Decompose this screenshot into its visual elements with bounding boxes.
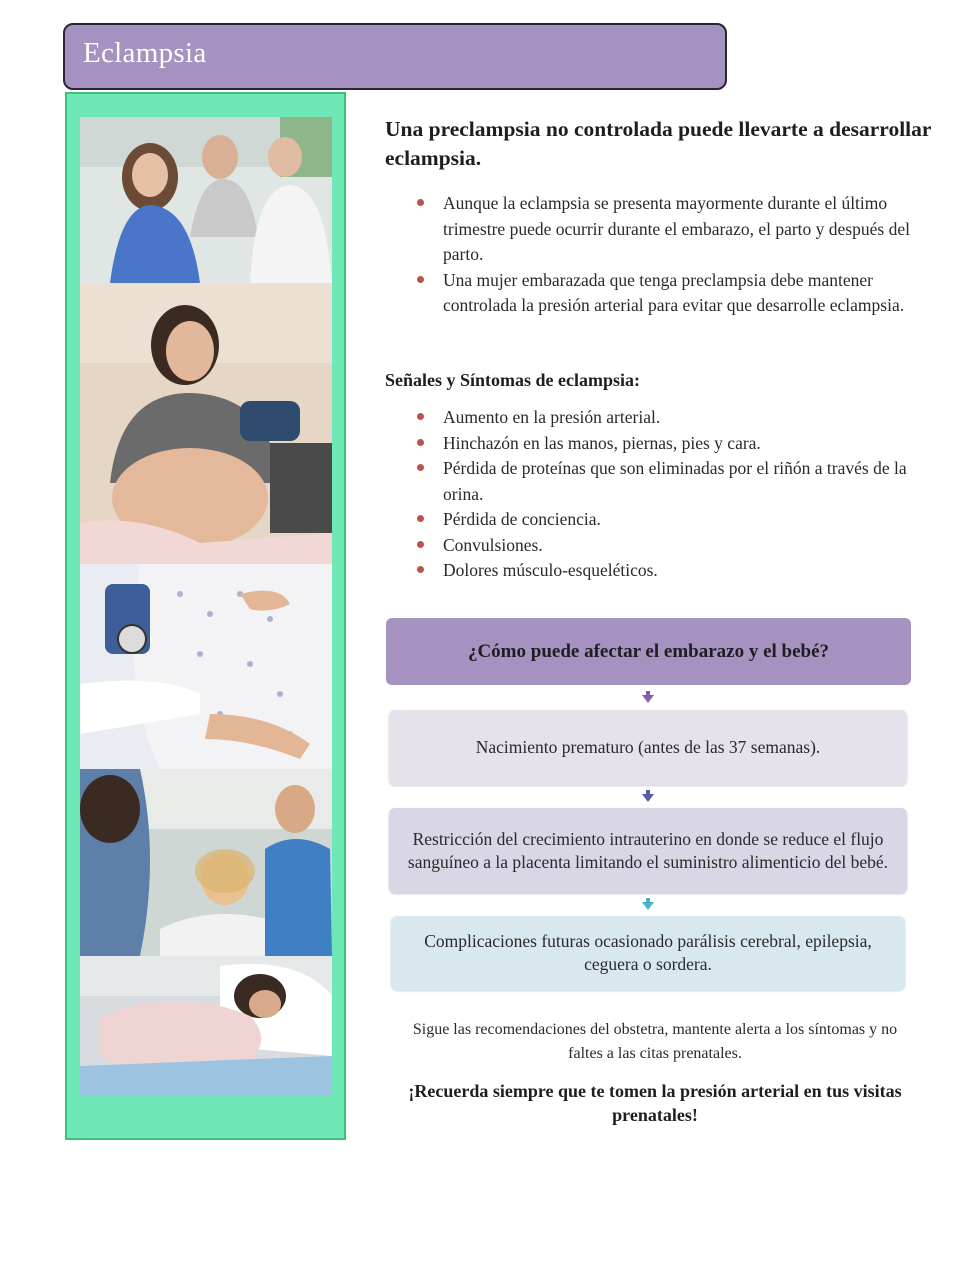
intro-bullet-list — [385, 191, 945, 319]
list-item: Pérdida de conciencia. — [385, 507, 945, 533]
photo-consultation — [80, 117, 332, 283]
list-item: Dolores músculo-esqueléticos. — [385, 558, 945, 584]
bullet-icon — [417, 276, 424, 283]
flow-step-2 — [389, 808, 907, 893]
flow-step-3-text: Complicaciones futuras ocasionado parálisis cerebral, epilepsia, ceguera o sordera. — [424, 931, 872, 974]
flow-step-2-text: Restricción del crecimiento intrauterino en donde se reduce el flujo sanguíneo a la placenta limitando el suministro alimenticio del bebé. — [407, 828, 889, 872]
flow-title-box — [386, 618, 911, 685]
page-title: Eclampsia — [83, 37, 207, 69]
bullet-icon — [417, 439, 424, 446]
list-item: Convulsiones. — [385, 533, 945, 559]
down-arrow-icon — [642, 695, 654, 703]
title-bar — [63, 23, 727, 90]
list-item: Pérdida de proteínas que son eliminadas por el riñón a través de la orina. — [385, 456, 945, 507]
down-arrow-icon — [642, 902, 654, 910]
flow-step-1-text: Nacimiento prematuro (antes de las 37 semanas). — [475, 737, 821, 757]
bullet-icon — [417, 566, 424, 573]
list-item: Aumento en la presión arterial. — [385, 405, 945, 431]
flow-step-1 — [389, 710, 907, 785]
bullet-icon — [417, 413, 424, 420]
list-item: Aunque la eclampsia se presenta mayormente durante el último trimestre puede ocurrir durante el embarazo, el parto y después del parto. — [385, 191, 945, 268]
symptoms-heading: Señales y Síntomas de eclampsia: — [385, 370, 641, 390]
down-arrow-icon — [642, 794, 654, 802]
flow-step-3 — [391, 916, 905, 990]
bullet-icon — [417, 541, 424, 548]
photo-cuff-belly — [80, 564, 332, 769]
list-item: Hinchazón en las manos, piernas, pies y cara. — [385, 431, 945, 457]
reminder-text: ¡Recuerda siempre que te tomen la presión arterial en tus visitas prenatales! — [408, 1081, 902, 1125]
photo-hospital-partner — [80, 769, 332, 956]
bullet-icon — [417, 464, 424, 471]
list-item: Una mujer embarazada que tenga preclampsia debe mantener controlada la presión arterial para evitar que desarrolle eclampsia. — [385, 268, 945, 319]
flow-title: ¿Cómo puede afectar el embarazo y el bebé? — [467, 641, 830, 662]
intro-heading: Una preclampsia no controlada puede llevarte a desarrollar eclampsia. — [385, 117, 932, 170]
symptoms-list — [385, 405, 945, 584]
photo-blood-pressure — [80, 283, 332, 564]
bullet-icon — [417, 515, 424, 522]
advice-text: Sigue las recomendaciones del obstetra, mantente alerta a los síntomas y no faltes a las citas prenatales. — [412, 1021, 898, 1062]
bullet-icon — [417, 199, 424, 206]
photo-resting-bed — [80, 956, 332, 1095]
